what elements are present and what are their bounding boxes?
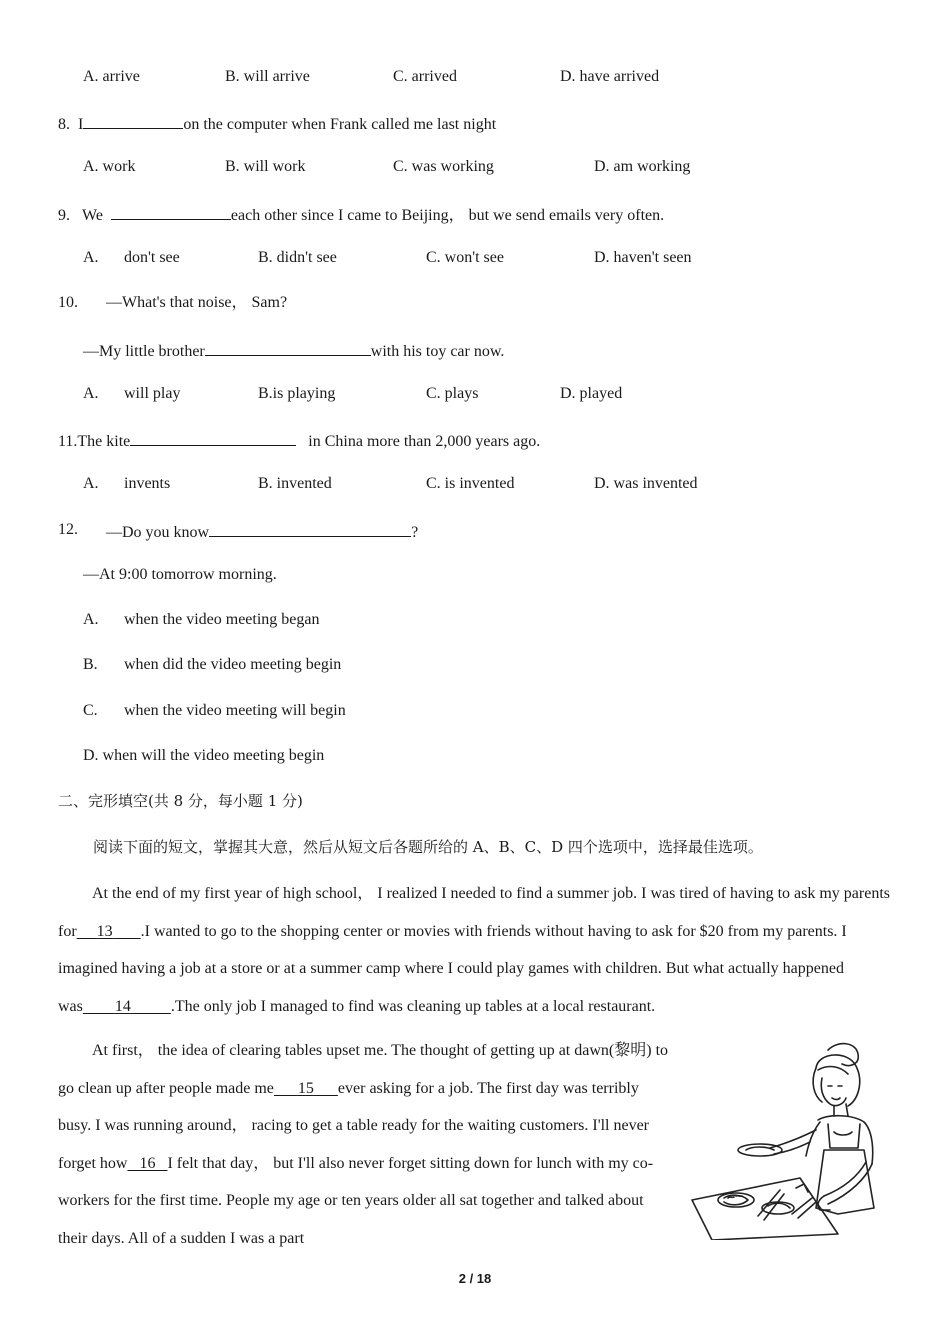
q11-option-c: C. is invented	[426, 475, 515, 492]
p1-text-b: .I wanted to go to the shopping center or movies with friends without having to ask for $20 from my parents. I imagined having a job at a store or at a summer camp where I could play games with children. But what actually happened was	[58, 922, 847, 1015]
q8-blank	[83, 112, 183, 129]
blank-14: 14	[114, 997, 131, 1015]
q8-option-d: D. am working	[594, 158, 691, 175]
q11-option-a-text: invents	[124, 475, 171, 492]
question-9	[58, 203, 664, 226]
q11-option-d: D. was invented	[594, 475, 698, 492]
p1-text-c: .The only job I managed to find was cleaning up tables at a local restaurant.	[170, 997, 656, 1015]
blank-16: 16	[139, 1154, 156, 1172]
waitress-illustration	[688, 1038, 893, 1240]
question-8	[58, 112, 496, 135]
q7-option-a: A. arrive	[83, 68, 140, 85]
q10-option-d: D. played	[560, 385, 623, 402]
q10-option-b: B.is playing	[258, 385, 336, 402]
q7-option-b: B. will arrive	[225, 68, 310, 85]
q8-option-b: B. will work	[225, 158, 306, 175]
q7-option-c: C. arrived	[393, 68, 457, 85]
q12-option-b-text: when did the video meeting begin	[124, 656, 342, 673]
q9-option-a-letter: A.	[83, 249, 99, 266]
q11-option-a-letter: A.	[83, 475, 99, 492]
blank-15: 15	[297, 1079, 314, 1097]
q8-number: 8.	[58, 116, 70, 133]
q10-option-a-letter: A.	[83, 385, 99, 402]
question-11	[58, 429, 540, 452]
p2-text-a: At first， the idea of clearing tables upset me. The thought of getting up at dawn(黎明) to go clean up after people made me	[58, 1042, 669, 1097]
q10-line2-pre: —My little brother	[83, 343, 205, 360]
q12-line1-post: ?	[411, 524, 419, 541]
q12-option-c-text: when the video meeting will begin	[124, 702, 346, 719]
section-heading: 二、完形填空(共 8 分，每小题 1 分)	[58, 792, 303, 810]
passage-paragraph-2	[58, 1032, 670, 1257]
passage-paragraph-1	[58, 875, 894, 1025]
q8-stem-pre: I	[78, 116, 84, 133]
q9-option-b: B. didn't see	[258, 249, 337, 266]
q10-line2-post: with his toy car now.	[370, 343, 505, 360]
q9-option-d: D. haven't seen	[594, 249, 692, 266]
q9-option-a-text: don't see	[124, 249, 180, 266]
q12-option-b-letter: B.	[83, 656, 98, 673]
q12-option-a-letter: A.	[83, 611, 99, 628]
q8-option-a: A. work	[83, 158, 136, 175]
q7-option-d: D. have arrived	[560, 68, 660, 85]
p1-text-a: At the end of my first year of high school， I realized I needed to find a summer job. I was tired of having to ask my parents for	[58, 885, 890, 940]
q9-stem-pre: We	[82, 207, 103, 224]
q10-blank	[205, 339, 371, 356]
q9-option-c: C. won't see	[426, 249, 504, 266]
q12-line1	[106, 520, 418, 543]
p2-text-c: I felt that day， but I'll also never forget sitting down for lunch with my co-workers for the first time. People my age or ten years older all sat together and talked about their days. All of a sudden I was a part	[58, 1154, 654, 1247]
q11-stem-post: in China more than 2,000 years ago.	[308, 433, 541, 450]
p2-text-b: ever asking for a job. The first day was terribly busy. I was running around， racing to get a table ready for the waiting customers. I'll never forget how	[58, 1079, 649, 1172]
q9-blank	[111, 203, 231, 220]
q8-stem-post: on the computer when Frank called me last night	[183, 116, 497, 133]
q12-option-d: D. when will the video meeting begin	[83, 747, 325, 764]
q12-option-c-letter: C.	[83, 702, 98, 719]
q12-blank	[209, 520, 411, 537]
q10-option-c: C. plays	[426, 385, 479, 402]
q11-blank	[130, 429, 296, 446]
blank-13: 13	[96, 922, 113, 940]
q10-line2	[83, 339, 504, 362]
q9-number: 9.	[58, 207, 70, 224]
q12-line2: —At 9:00 tomorrow morning.	[83, 566, 277, 583]
page-number: 2 / 18	[458, 1271, 492, 1286]
q12-number: 12.	[58, 521, 78, 538]
section-instruction: 阅读下面的短文，掌握其大意，然后从短文后各题所给的 A、B、C、D 四个选项中，选择最佳选项。	[93, 838, 763, 856]
q11-option-b: B. invented	[258, 475, 332, 492]
q12-line1-pre: —Do you know	[106, 524, 210, 541]
q10-option-a-text: will play	[124, 385, 181, 402]
q11-stem-pre: 11.The kite	[58, 433, 131, 450]
q12-option-a-text: when the video meeting began	[124, 611, 320, 628]
q9-stem-post: each other since I came to Beijing， but we send emails very often.	[230, 207, 665, 224]
q8-option-c: C. was working	[393, 158, 494, 175]
q10-line1: —What's that noise， Sam?	[106, 294, 288, 311]
q10-number: 10.	[58, 294, 78, 311]
